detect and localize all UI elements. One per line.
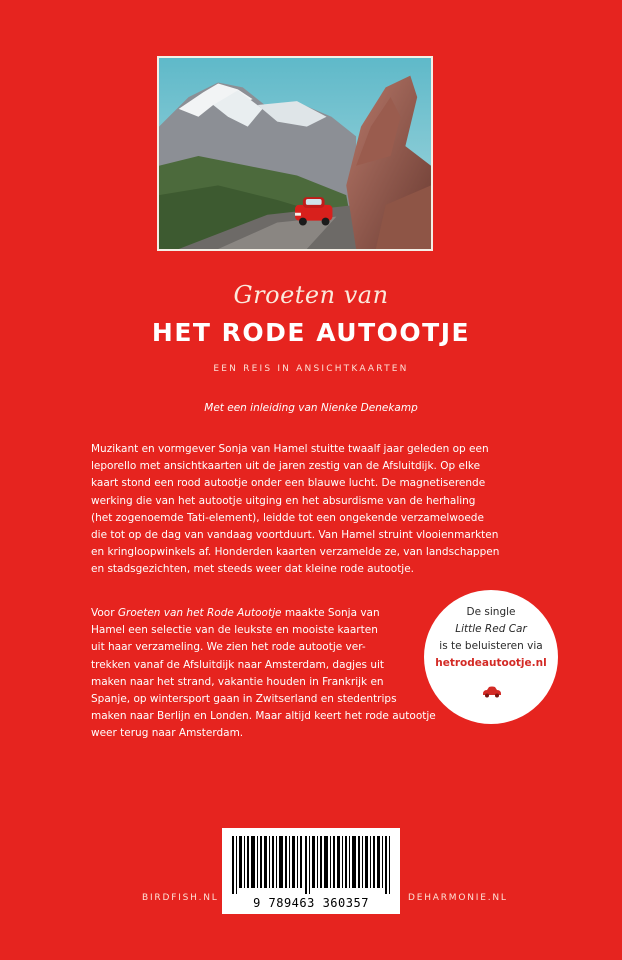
paragraph-line: Muzikant en vormgever Sonja van Hamel stuitte twaalf jaar geleden op een [91,443,489,455]
blurb-paragraph-2 [91,605,436,743]
paragraph-line: Spanje, op wintersport gaan in Zwitserland en stedentrips [91,693,397,706]
paragraph-line: weer terug naar Amsterdam. [91,727,244,740]
book-title-italic: Groeten van het Rode Autootje [117,607,282,619]
paragraph-line: uit haar verzameling. We zien het rode autootje ver- [91,641,366,654]
paragraph-line: en kringloopwinkels af. Honderden kaarten verzamelde ze, van landschappen [91,546,500,559]
single-badge [424,590,558,724]
paragraph-line: en stadsgezichten, met steeds weer dat kleine rode autootje. [91,563,415,576]
cover-photo [157,56,433,251]
intro-credit: Met een inleiding van Nienke Denekamp [204,402,418,414]
publisher-website-left[interactable]: BIRDFISH.NL [142,893,219,903]
paragraph-line: kaart stond een rood autootje onder een blauwe lucht. De magnetiserende [91,477,486,490]
paragraph-line: trekken vanaf de Afsluitdijk naar Amsterdam, dagjes uit [91,658,385,671]
script-title: Groeten van [233,281,389,309]
paragraph-line: leporello met ansichtkaarten uit de jaren zestig van de Afsluitdijk. Op elke [91,460,481,473]
badge-song-title: Little Red Car [455,623,527,635]
paragraph-text: Voor [91,607,118,619]
book-title: HET RODE AUTOOTJE [151,318,471,347]
website-link[interactable]: hetrodeautootje.nl [435,657,547,669]
paragraph-line [91,605,436,622]
isbn-digits: 9 789463 360357 [253,896,369,910]
publisher-website-right[interactable]: DEHARMONIE.NL [408,893,508,903]
paragraph-line: maken naar het strand, vakantie houden in Frankrijk en [91,675,384,688]
badge-line: is te beluisteren via [439,640,543,652]
paragraph-line: werking die van het autootje uitging en het absurdisme van de herhaling [91,494,476,507]
paragraph-line: Hamel een selectie van de leukste en mooiste kaarten [91,624,378,637]
paragraph-text: maakte Sonja van [281,607,380,619]
paragraph-line: maken naar Berlijn en Londen. Maar altijd keert het rode autootje [91,710,436,723]
isbn-barcode [222,828,400,914]
paragraph-line: (het zogenoemde Tati-element), leidde tot een ongekende verzamelwoede [91,511,484,524]
paragraph-line: die tot op de dag van vandaag voortduurt. Van Hamel struint vlooienmarkten [91,529,499,542]
postcard-photo-icon [159,58,431,249]
barcode-bars-icon [232,836,390,894]
book-subtitle: EEN REIS IN ANSICHTKAARTEN [213,364,409,374]
blurb-paragraph-1 [91,441,521,579]
red-car-icon [481,686,503,698]
badge-line: De single [466,606,516,618]
